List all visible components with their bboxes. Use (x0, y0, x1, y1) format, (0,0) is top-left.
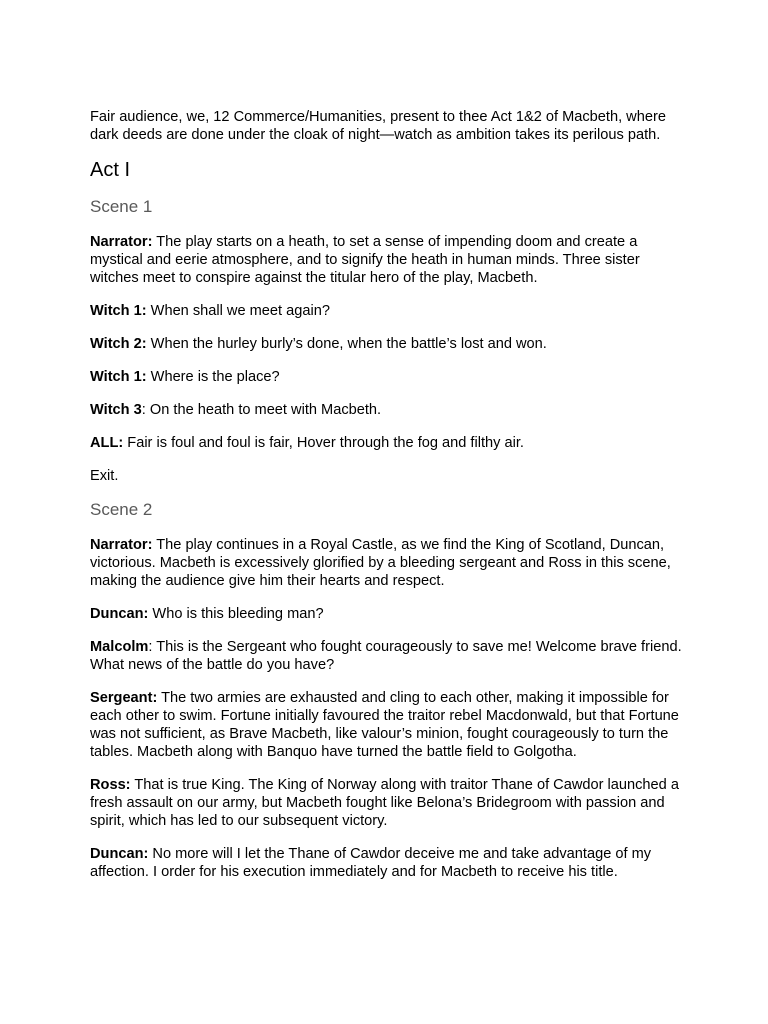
dialogue-text: When the hurley burly’s done, when the battle’s lost and won. (146, 336, 547, 352)
dialogue-line (90, 776, 690, 830)
speaker-name: Malcolm (90, 639, 149, 655)
dialogue-line (90, 368, 690, 386)
dialogue-text: : This is the Sergeant who fought courageously to save me! Welcome brave friend. What news of the battle do you have? (90, 639, 682, 673)
speaker-name: Duncan: (90, 846, 149, 862)
speaker-name: Witch 2: (90, 336, 147, 352)
stage-direction (90, 467, 690, 485)
dialogue-text: Who is this bleeding man? (148, 606, 324, 622)
dialogue-text: That is true King. The King of Norway along with traitor Thane of Cawdor launched a fresh assault on our army, but Macbeth fought like Belona’s Bridegroom with passion and spirit, which has led to our subsequent victory. (90, 777, 679, 829)
speaker-name: Witch 1: (90, 303, 147, 319)
dialogue-text: The play continues in a Royal Castle, as we find the King of Scotland, Duncan, victorious. Macbeth is excessively glorified by a bleeding sergeant and Ross in this scene, making the audience give him their hearts and respect. (90, 537, 671, 589)
dialogue-line (90, 605, 690, 623)
scene-2-heading: Scene 2 (90, 500, 153, 519)
stage-direction-text: Exit. (90, 468, 119, 484)
speaker-name: Witch 3 (90, 402, 142, 418)
dialogue-line (90, 233, 690, 287)
dialogue-line (90, 638, 690, 674)
dialogue-line (90, 434, 690, 452)
dialogue-line (90, 302, 690, 320)
dialogue-line (90, 335, 690, 353)
dialogue-text: : On the heath to meet with Macbeth. (141, 402, 382, 418)
document-page (90, 108, 690, 881)
dialogue-line (90, 689, 690, 761)
speaker-name: Narrator: (90, 537, 153, 553)
speaker-name: Ross: (90, 777, 131, 793)
dialogue-text: Fair is foul and foul is fair, Hover through the fog and filthy air. (123, 435, 524, 451)
dialogue-line (90, 401, 690, 419)
dialogue-line (90, 845, 690, 881)
dialogue-text: Where is the place? (146, 369, 280, 385)
act-heading: Act I (90, 159, 131, 181)
speaker-name: Duncan: (90, 606, 149, 622)
scene-1-body (90, 233, 690, 485)
speaker-name: Narrator: (90, 234, 153, 250)
speaker-name: Sergeant: (90, 690, 158, 706)
scene-1-heading: Scene 1 (90, 197, 153, 216)
speaker-name: ALL: (90, 435, 124, 451)
dialogue-text: The play starts on a heath, to set a sense of impending doom and create a mystical and eerie atmosphere, and to signify the heath in human minds. Three sister witches meet to conspire against the titular hero of the play, Macbeth. (90, 234, 640, 286)
dialogue-text: The two armies are exhausted and cling to each other, making it impossible for each other to swim. Fortune initially favoured the traitor rebel Macdonwald, but that Fortune was not sufficient, as Brave Macbeth, like valour’s minion, fought courageously to turn the tables. Macbeth along with Banquo have turned the battle field to Golgotha. (90, 690, 679, 760)
intro-paragraph: Fair audience, we, 12 Commerce/Humanities, present to thee Act 1&2 of Macbeth, where dark deeds are done under the cloak of night—watch as ambition takes its perilous path. (90, 109, 666, 143)
scene-2-body (90, 536, 690, 881)
dialogue-text: When shall we meet again? (146, 303, 330, 319)
speaker-name: Witch 1: (90, 369, 147, 385)
dialogue-text: No more will I let the Thane of Cawdor deceive me and take advantage of my affection. I order for his execution immediately and for Macbeth to receive his title. (90, 846, 652, 880)
dialogue-line (90, 536, 690, 590)
